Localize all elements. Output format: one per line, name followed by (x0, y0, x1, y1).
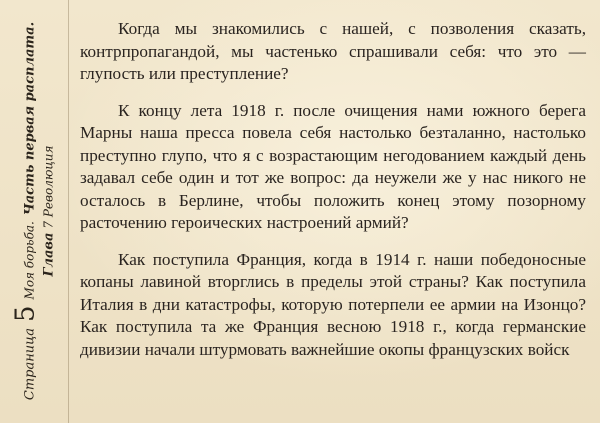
paragraph-1: Когда мы знакомились с нашей, с позволения сказать, контрпропагандой, мы частенько спрашивали себя: что это — глупость или преступление? (80, 19, 586, 83)
sidebar-caption (12, 22, 57, 400)
body-text (80, 18, 586, 375)
part-title: Часть первая расплата. (22, 21, 38, 216)
sidebar (0, 0, 69, 423)
paragraph-2: К концу лета 1918 г. после очищения нами южного берега Марны наша пресса повела себя настолько безталанно, настолько преступно глупо, что я с возрастающим негодованием каждый день задавал себе один и тот же вопрос: да неужели же у нас никого не осталось в Берлине, чтобы положить конец этому позорному расточению героических настроений армий? (80, 100, 586, 232)
chapter-label: Глава (41, 232, 57, 277)
book-title: Моя борьба. (22, 221, 37, 300)
sidebar-line-1 (12, 22, 41, 400)
paragraph-3: Как поступила Франция, когда в 1914 г. наши победоносные копаны лавиной вторглись в пределы этой страны? Как поступила Италия в дни катастрофы, которую потерпели ее армии на Изонцо? Как поступила та же Франция весною 1918 г., когда германские дивизии начали штурмовать важнейшие окопы французских войск (80, 249, 586, 359)
sidebar-line-2 (42, 22, 56, 400)
page-number: 5 (10, 305, 41, 323)
page-label: Страница (22, 328, 38, 401)
chapter-name: 7 Революция (41, 145, 56, 229)
